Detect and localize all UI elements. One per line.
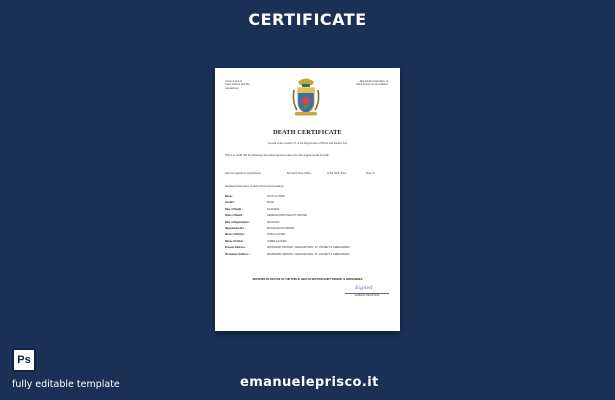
death-certificate-document	[215, 68, 400, 331]
field-row	[225, 253, 395, 259]
field-value: MALE	[267, 201, 274, 205]
header-right-line: Saint Vincent & Grenadines	[356, 83, 388, 87]
register-statement: REGISTER OF DEATHS OF THE PUBLIC HEALTH SECTION SAINT VINCENT & GRENADINES	[252, 278, 363, 281]
field-label: Present Address :	[225, 246, 247, 250]
field-value: JAMES GLOVER	[267, 239, 287, 243]
field-value: 10/11/2022	[267, 207, 280, 211]
field-label: Place of Death :	[225, 214, 244, 218]
field-label: Name of Father :	[225, 239, 245, 243]
certificate-subtitle: (Issued under section 17 of the Registration of Births and Deaths Act)	[267, 142, 348, 145]
page-title: CERTIFICATE	[248, 10, 367, 29]
photoshop-logo-icon: Ps	[12, 348, 36, 372]
field-label: Permanent Address :	[225, 252, 251, 256]
footer-tagline: fully editable template	[12, 379, 120, 390]
reg-row-text: which is register for (Local Area)	[225, 172, 261, 175]
reg-row-text: 5th North Zone Office	[287, 172, 311, 175]
reg-row-text: Zone of	[366, 172, 375, 175]
header-left	[225, 80, 250, 90]
field-value: JOHN GLOVER	[267, 195, 285, 198]
signature-label: GENERAL REGISTRAR	[354, 295, 380, 297]
field-label: Name of Mother :	[225, 233, 246, 237]
signature-line	[345, 293, 389, 294]
certificate-title: DEATH CERTIFICATE	[273, 129, 342, 136]
field-value: WINDWARD HIGHWAY, GEORGETOWN, ST. VINCENT & GRENADINES	[267, 246, 350, 250]
field-label: Date of Death :	[225, 207, 243, 211]
reg-row-text: of 5th North Zone	[327, 172, 347, 175]
field-label: Date of Registration :	[225, 220, 251, 224]
footer-website: emanueleprisco.it	[240, 375, 379, 390]
field-value: GEORGETOWN HEALTH CENTRE	[267, 214, 307, 218]
field-value: WINDWARD HIGHWAY, GEORGETOWN, ST. VINCENT & GRENADINES	[267, 252, 350, 256]
field-label: Name :	[225, 195, 234, 198]
certificate-fields	[225, 195, 395, 259]
field-value: 09/12/2022	[267, 220, 280, 224]
field-value: MCGD-DEATH-0054689	[267, 226, 295, 230]
header-left-line: Grenadines	[225, 86, 239, 90]
field-label: Registration No. :	[225, 226, 246, 230]
municipality-text: Municipal Corporation of Saint Vincent & Grenadines	[225, 185, 284, 188]
header-left-line: Government of	[225, 80, 243, 83]
field-label: Gender :	[225, 201, 236, 205]
header-left-line: Saint Vincent and the	[225, 83, 250, 87]
registrar-signature: Signed	[355, 285, 373, 291]
coat-of-arms-crest-icon	[291, 76, 321, 120]
header-right	[356, 80, 388, 87]
intro-text: This is to certify that the following information has been taken from the original record of death	[225, 154, 329, 157]
header-right-line: Municipal Corporation of	[359, 80, 388, 83]
field-value: LINDA GLOVER	[267, 233, 286, 237]
